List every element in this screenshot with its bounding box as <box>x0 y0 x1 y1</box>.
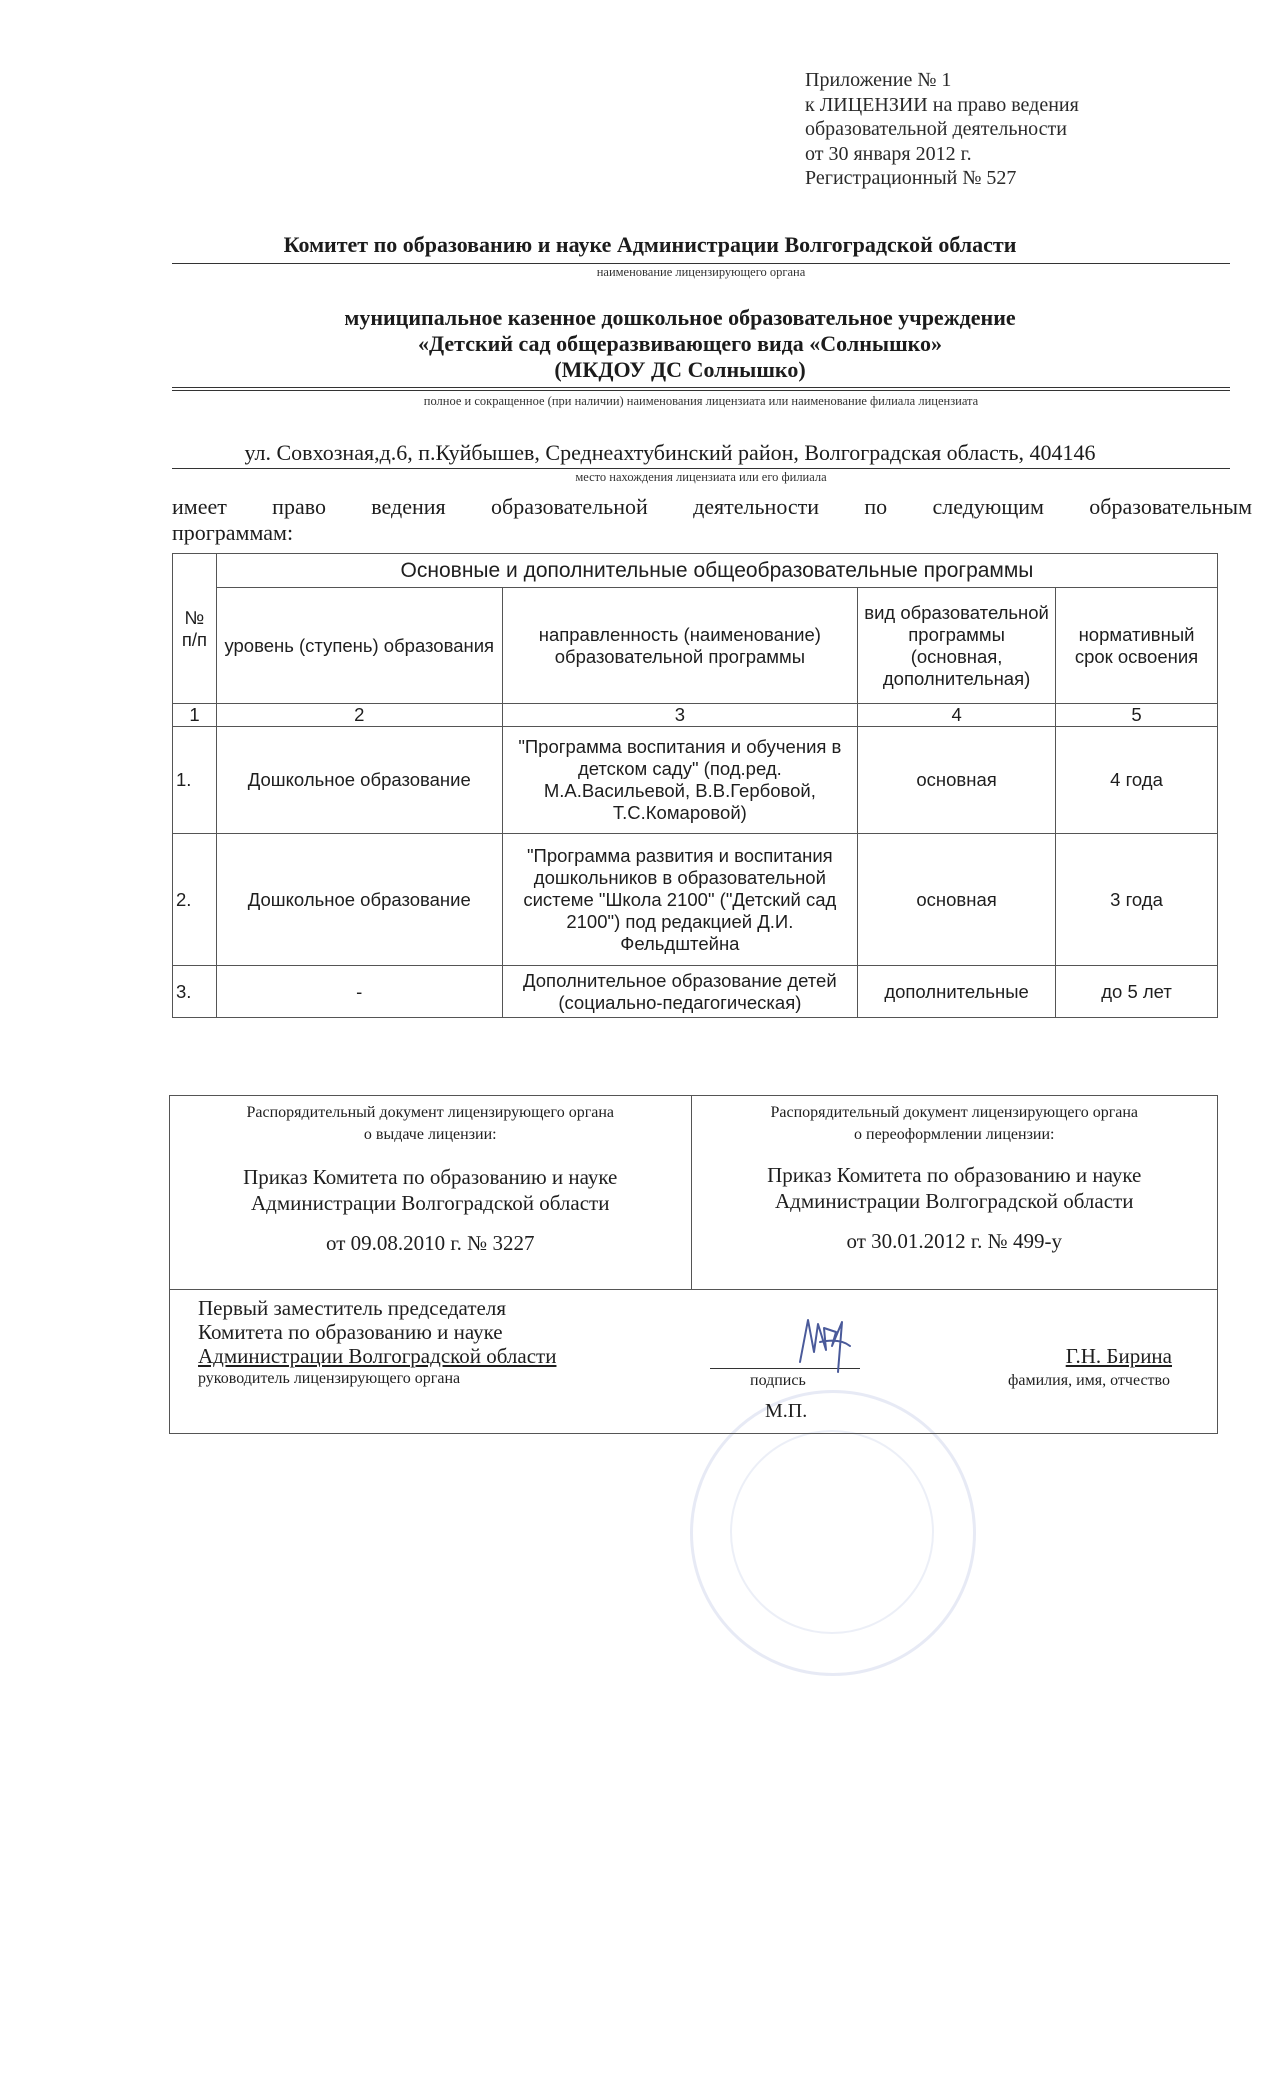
issue-order-caption1: Распорядительный документ лицензирующего органа <box>246 1104 615 1121</box>
row-level: Дошкольное образование <box>216 834 502 966</box>
reissue-order-cell <box>691 1096 1218 1290</box>
issue-order-caption2: о выдаче лицензии: <box>363 1126 497 1143</box>
appendix-number: Приложение № 1 <box>805 69 952 91</box>
row-number: 1. <box>173 727 217 834</box>
rights-statement-end: программам: <box>172 520 294 545</box>
authority-name: Комитет по образованию и науке Администрации Волгоградской области <box>283 232 1017 257</box>
row-term: 4 года <box>1056 727 1218 834</box>
signatory-caption: руководитель лицензирующего органа <box>198 1370 461 1387</box>
table-row <box>173 727 1218 834</box>
index-cell: 1 <box>173 704 217 727</box>
programs-table <box>172 553 1218 1018</box>
appendix-license-ref: к ЛИЦЕНЗИИ на право ведения <box>805 93 1079 116</box>
reissue-order-date: от 30.01.2012 г. № 499-у <box>846 1229 1062 1253</box>
index-cell: 4 <box>858 704 1056 727</box>
header-type: вид образовательной программы (основная, дополнительная) <box>858 588 1056 704</box>
orders-row <box>170 1096 1218 1290</box>
index-cell: 2 <box>216 704 502 727</box>
signature-caption: подпись <box>750 1372 806 1389</box>
signatory-title-line3: Администрации Волгоградской области <box>198 1344 557 1368</box>
signatory-title <box>198 1296 556 1390</box>
header-group: Основные и дополнительные общеобразовательные программы <box>216 554 1217 588</box>
issue-order-title1: Приказ Комитета по образованию и науке <box>243 1165 618 1189</box>
licensee-rule-top <box>172 387 1230 388</box>
issue-order-date: от 09.08.2010 г. № 3227 <box>326 1231 535 1255</box>
authority-rule <box>172 263 1230 264</box>
appendix-activity: образовательной деятельности <box>805 118 1067 140</box>
table-header-row <box>173 554 1218 588</box>
signatory-name: Г.Н. Бирина <box>1065 1344 1172 1368</box>
index-cell: 5 <box>1056 704 1218 727</box>
orders-table <box>169 1095 1218 1434</box>
reissue-order-caption2: о переоформлении лицензии: <box>854 1126 1055 1143</box>
authority-caption: наименование лицензирующего органа <box>596 265 806 279</box>
row-direction: "Программа развития и воспитания дошкольников в образовательной системе "Школа 2100" ("Детский сад 2100") под редакцией Д.И. Фельдштейна <box>502 834 858 966</box>
licensee-line1: муниципальное казенное дошкольное образовательное учреждение <box>344 305 1016 330</box>
row-type: основная <box>858 727 1056 834</box>
header-number: № п/п <box>173 554 217 704</box>
table-subheader-row <box>173 588 1218 704</box>
reissue-order-title2: Администрации Волгоградской области <box>775 1189 1134 1213</box>
row-type: дополнительные <box>858 966 1056 1018</box>
address-caption: место нахождения лицензиата или его филиала <box>575 470 827 484</box>
header-term: нормативный срок освоения <box>1056 588 1218 704</box>
row-level: - <box>216 966 502 1018</box>
licensee-line2: «Детский сад общеразвивающего вида «Солнышко» <box>417 331 943 356</box>
signature-row <box>170 1290 1218 1434</box>
appendix-header <box>805 68 1079 191</box>
rights-statement: имеет право ведения образовательной деятельности по следующим образовательным <box>172 494 1252 519</box>
table-index-row <box>173 704 1218 727</box>
licensee-line3: (МКДОУ ДС Солнышко) <box>554 357 806 382</box>
header-direction: направленность (наименование) образовательной программы <box>502 588 858 704</box>
row-number: 2. <box>173 834 217 966</box>
licensee-rule <box>172 390 1230 391</box>
row-type: основная <box>858 834 1056 966</box>
row-direction: Дополнительное образование детей (социально-педагогическая) <box>502 966 858 1018</box>
table-row <box>173 966 1218 1018</box>
issue-order-cell <box>170 1096 692 1290</box>
seal-stamp-inner <box>730 1430 934 1634</box>
address-rule <box>172 468 1230 469</box>
header-level: уровень (ступень) образования <box>216 588 502 704</box>
signatory-title-line2: Комитета по образованию и науке <box>198 1320 503 1344</box>
row-term: до 5 лет <box>1056 966 1218 1018</box>
index-cell: 3 <box>502 704 858 727</box>
name-caption: фамилия, имя, отчество <box>1008 1372 1170 1389</box>
table-row <box>173 834 1218 966</box>
licensee-caption: полное и сокращенное (при наличии) наименования лицензиата или наименование филиала лицензиата <box>423 394 979 408</box>
reissue-order-title1: Приказ Комитета по образованию и науке <box>767 1163 1142 1187</box>
handwritten-signature <box>780 1302 860 1382</box>
appendix-registration: Регистрационный № 527 <box>805 167 1017 189</box>
licensee-address: ул. Совхозная,д.6, п.Куйбышев, Среднеахтубинский район, Волгоградская область, 404146 <box>244 440 1096 465</box>
row-number: 3. <box>173 966 217 1018</box>
row-level: Дошкольное образование <box>216 727 502 834</box>
issue-order-title2: Администрации Волгоградской области <box>251 1191 610 1215</box>
row-direction: "Программа воспитания и обучения в детском саду" (под.ред. М.А.Васильевой, В.В.Гербовой, Т.С.Комаровой) <box>502 727 858 834</box>
signature-cell <box>170 1290 1218 1434</box>
seal-place: М.П. <box>765 1400 808 1422</box>
appendix-date: от 30 января 2012 г. <box>805 142 972 165</box>
reissue-order-caption1: Распорядительный документ лицензирующего органа <box>770 1104 1139 1121</box>
licensee-name <box>230 305 1130 383</box>
signatory-title-line1: Первый заместитель председателя <box>198 1296 506 1320</box>
row-term: 3 года <box>1056 834 1218 966</box>
